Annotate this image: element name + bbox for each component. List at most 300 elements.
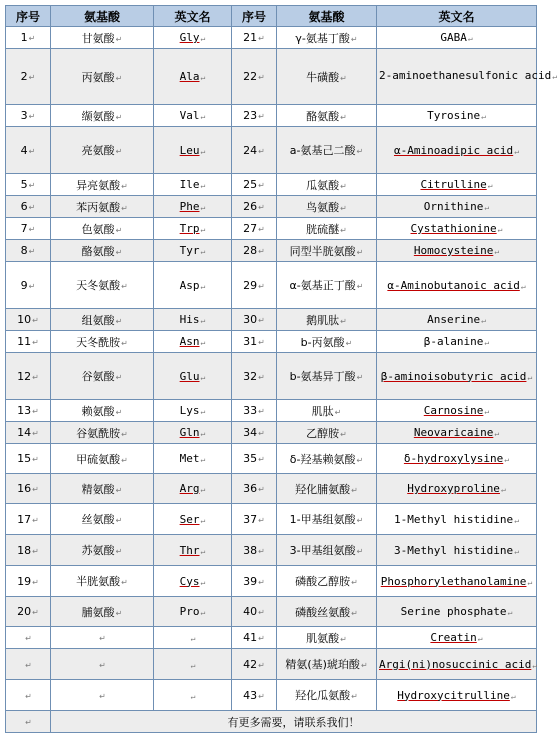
- return-mark-icon: ↵: [481, 316, 486, 325]
- return-mark-icon: ↵: [520, 281, 526, 291]
- cell-index-text: 18: [17, 543, 32, 557]
- return-mark-icon: ↵: [28, 73, 36, 82]
- cell-index-text: 31: [243, 335, 258, 348]
- table-row: [6, 422, 537, 444]
- cell-amino-acid: [51, 535, 154, 566]
- cell-amino-acid: [51, 566, 154, 597]
- return-mark-icon: ↵: [32, 608, 39, 617]
- table-row: [6, 627, 537, 649]
- return-mark-icon: ↵: [258, 577, 265, 587]
- return-mark-icon: ↵: [200, 112, 206, 121]
- cell-index: [6, 196, 51, 218]
- cell-amino-acid-text: α-氨基正丁酸: [289, 279, 356, 292]
- cell-amino-acid-text: b-氨基异丁酸: [289, 370, 356, 383]
- cell-index: [6, 566, 51, 597]
- table-row: [6, 240, 537, 262]
- return-mark-icon: ↵: [500, 485, 506, 494]
- return-mark-icon: ↵: [200, 338, 206, 347]
- cell-amino-acid: [51, 49, 154, 105]
- footer-text: 有更多需要，请联系我们！: [227, 715, 360, 729]
- return-mark-icon: ↵: [514, 146, 520, 156]
- return-mark-icon: ↵: [258, 112, 265, 121]
- cell-amino-acid: [51, 649, 154, 680]
- return-mark-icon: ↵: [121, 429, 128, 439]
- cell-amino-acid-text: γ-氨基丁酸: [295, 31, 350, 45]
- cell-english-name-text: Citrulline: [420, 178, 487, 191]
- cell-index: [232, 309, 277, 331]
- cell-amino-acid: [51, 309, 154, 331]
- cell-english-name-text: β-aminoisobutyric acid: [380, 369, 527, 383]
- return-mark-icon: ↵: [115, 247, 123, 257]
- cell-english-name-text: Val: [179, 109, 200, 122]
- return-mark-icon: ↵: [258, 485, 265, 494]
- cell-index-text: 15: [17, 452, 32, 465]
- cell-english-name: [154, 309, 232, 331]
- return-mark-icon: ↵: [200, 407, 206, 416]
- return-mark-icon: ↵: [115, 373, 123, 382]
- cell-amino-acid: [51, 422, 154, 444]
- return-mark-icon: ↵: [28, 281, 36, 291]
- cell-english-name-text: α-Aminobutanoic acid: [387, 278, 520, 292]
- table-row: [6, 400, 537, 422]
- cell-index: [232, 474, 277, 504]
- cell-amino-acid-text: 胱硫醚: [306, 222, 340, 236]
- cell-amino-acid-text: 肌肽: [311, 404, 334, 418]
- return-mark-icon: ↵: [484, 338, 490, 347]
- cell-english-name: [377, 535, 537, 566]
- cell-english-name-text: Phe: [179, 200, 200, 213]
- cell-english-name-text: Anserine: [427, 313, 481, 326]
- cell-index: [232, 627, 277, 649]
- cell-index-text: 3: [20, 109, 28, 122]
- cell-index: [6, 27, 51, 49]
- return-mark-icon: ↵: [115, 34, 123, 44]
- cell-english-name-text: Tyrosine: [427, 109, 481, 122]
- return-mark-icon: ↵: [258, 515, 265, 525]
- return-mark-icon: ↵: [32, 546, 39, 556]
- return-mark-icon: ↵: [115, 485, 123, 495]
- return-mark-icon: ↵: [28, 225, 36, 234]
- cell-amino-acid-text: 半胱氨酸: [76, 575, 121, 588]
- cell-amino-acid: [51, 474, 154, 504]
- return-mark-icon: ↵: [351, 608, 358, 618]
- return-mark-icon: ↵: [32, 515, 39, 525]
- return-mark-icon: ↵: [115, 112, 123, 122]
- return-mark-icon: ↵: [334, 407, 342, 417]
- return-mark-icon: ↵: [258, 608, 265, 617]
- return-mark-icon: ↵: [115, 516, 123, 525]
- return-mark-icon: ↵: [258, 455, 265, 464]
- return-mark-icon: ↵: [340, 203, 347, 213]
- cell-english-name: [377, 196, 537, 218]
- return-mark-icon: ↵: [258, 281, 265, 291]
- cell-amino-acid-text: 苯丙氨酸: [76, 200, 121, 214]
- cell-amino-acid: [277, 680, 377, 711]
- cell-english-name: [154, 504, 232, 535]
- cell-amino-acid: [277, 196, 377, 218]
- return-mark-icon: ↵: [356, 247, 364, 257]
- cell-index-text: 35: [243, 452, 258, 465]
- table-row: [6, 27, 537, 49]
- cell-amino-acid: [51, 218, 154, 240]
- table-row: [6, 49, 537, 105]
- return-mark-icon: ↵: [356, 455, 364, 465]
- cell-english-name-text: 2-aminoethanesulfonic acid: [379, 69, 552, 82]
- return-mark-icon: ↵: [200, 485, 206, 494]
- cell-index-text: 19: [17, 574, 32, 588]
- cell-amino-acid: [277, 566, 377, 597]
- cell-amino-acid-text: 苏氨酸: [81, 544, 115, 557]
- cell-index-text: 17: [17, 512, 32, 526]
- cell-english-name-text: Gln: [179, 426, 200, 439]
- return-mark-icon: ↵: [115, 547, 123, 556]
- return-mark-icon: ↵: [25, 634, 32, 643]
- cell-english-name: [154, 535, 232, 566]
- cell-index: [232, 597, 277, 627]
- cell-amino-acid: [51, 353, 154, 400]
- return-mark-icon: ↵: [258, 660, 265, 670]
- cell-index: [6, 444, 51, 474]
- return-mark-icon: ↵: [258, 316, 265, 325]
- table-row: [6, 218, 537, 240]
- table-row: [6, 474, 537, 504]
- cell-index-text: 33: [243, 404, 258, 417]
- cell-amino-acid: [277, 49, 377, 105]
- return-mark-icon: ↵: [258, 181, 265, 190]
- return-mark-icon: ↵: [28, 181, 36, 190]
- footer-contact-note: [51, 711, 537, 733]
- cell-amino-acid-text: 1-甲基组氨酸: [289, 513, 356, 526]
- return-mark-icon: ↵: [510, 691, 516, 701]
- header-amino-acid-left: 氨基酸: [51, 6, 154, 27]
- cell-english-name-text: Hydroxyproline: [407, 482, 500, 495]
- cell-amino-acid-text: 丙氨酸: [81, 70, 115, 84]
- return-mark-icon: ↵: [200, 455, 206, 464]
- table-row: [6, 680, 537, 711]
- cell-amino-acid: [277, 400, 377, 422]
- cell-english-name-text: α-Aminoadipic acid: [393, 143, 514, 157]
- cell-index: [6, 353, 51, 400]
- cell-amino-acid-text: 异亮氨酸: [76, 178, 121, 192]
- cell-english-name-text: Thr: [179, 543, 200, 557]
- table-row: [6, 444, 537, 474]
- cell-english-name-text: Cystathionine: [410, 222, 497, 235]
- cell-index: [6, 218, 51, 240]
- cell-index: [6, 49, 51, 105]
- cell-amino-acid: [51, 27, 154, 49]
- return-mark-icon: ↵: [115, 225, 123, 235]
- cell-amino-acid-text: 精氨(基)琥珀酸: [285, 658, 360, 671]
- cell-english-name: [154, 680, 232, 711]
- cell-amino-acid-text: 谷氨酰胺: [76, 426, 121, 440]
- return-mark-icon: ↵: [28, 203, 36, 212]
- return-mark-icon: ↵: [258, 372, 265, 382]
- cell-english-name-text: Ser: [179, 512, 200, 526]
- cell-amino-acid-text: a-氨基己二酸: [289, 144, 356, 157]
- cell-english-name-text: Asp: [179, 278, 200, 292]
- return-mark-icon: ↵: [356, 282, 364, 291]
- cell-amino-acid: [277, 535, 377, 566]
- cell-amino-acid-text: 鸟氨酸: [306, 200, 340, 214]
- cell-amino-acid: [277, 309, 377, 331]
- cell-english-name-text: Phosphorylethanolamine: [380, 574, 527, 588]
- cell-amino-acid-text: 亮氨酸: [81, 144, 115, 157]
- return-mark-icon: ↵: [552, 72, 557, 81]
- cell-english-name-text: Leu: [179, 143, 200, 157]
- cell-index-text: 43: [243, 688, 258, 702]
- cell-english-name: [377, 504, 537, 535]
- cell-amino-acid-text: 缬氨酸: [81, 109, 115, 123]
- cell-english-name: [154, 105, 232, 127]
- cell-amino-acid-text: 羟化脯氨酸: [295, 482, 351, 496]
- cell-index-text: 34: [243, 426, 258, 439]
- return-mark-icon: ↵: [340, 634, 347, 644]
- cell-amino-acid: [51, 240, 154, 262]
- cell-amino-acid: [277, 105, 377, 127]
- cell-index: [232, 49, 277, 105]
- cell-index: [6, 504, 51, 535]
- return-mark-icon: ↵: [340, 429, 347, 439]
- cell-amino-acid: [277, 331, 377, 353]
- return-mark-icon: ↵: [200, 281, 206, 291]
- cell-amino-acid: [51, 627, 154, 649]
- return-mark-icon: ↵: [190, 691, 196, 701]
- cell-index: [6, 309, 51, 331]
- cell-english-name: [154, 262, 232, 309]
- cell-index-text: 1: [20, 31, 28, 44]
- cell-amino-acid: [51, 597, 154, 627]
- return-mark-icon: ↵: [258, 225, 265, 234]
- cell-english-name: [154, 444, 232, 474]
- return-mark-icon: ↵: [32, 577, 39, 587]
- return-mark-icon: ↵: [356, 547, 364, 556]
- cell-index: [232, 174, 277, 196]
- return-mark-icon: ↵: [340, 181, 347, 191]
- cell-index: [232, 400, 277, 422]
- return-mark-icon: ↵: [350, 34, 358, 44]
- return-mark-icon: ↵: [340, 112, 347, 122]
- cell-index: [232, 196, 277, 218]
- cell-amino-acid: [277, 422, 377, 444]
- cell-english-name: [154, 218, 232, 240]
- cell-english-name: [377, 262, 537, 309]
- cell-amino-acid: [51, 400, 154, 422]
- cell-english-name-text: Ala: [179, 70, 200, 83]
- cell-english-name: [154, 474, 232, 504]
- cell-english-name: [377, 649, 537, 680]
- cell-english-name: [154, 353, 232, 400]
- cell-english-name: [154, 127, 232, 174]
- cell-amino-acid-text: 羟化瓜氨酸: [295, 689, 351, 702]
- cell-index: [6, 400, 51, 422]
- cell-amino-acid-text: 甘氨酸: [81, 31, 115, 45]
- return-mark-icon: ↵: [351, 578, 358, 587]
- cell-amino-acid: [277, 444, 377, 474]
- cell-index-text: 24: [243, 143, 258, 157]
- cell-index-text: 13: [17, 404, 32, 417]
- cell-english-name-text: Cys: [179, 574, 200, 588]
- cell-english-name-text: GABA: [440, 31, 467, 44]
- cell-index: [232, 331, 277, 353]
- cell-amino-acid: [51, 105, 154, 127]
- cell-amino-acid-text: 瓜氨酸: [306, 178, 340, 192]
- table-row: [6, 196, 537, 218]
- cell-amino-acid-text: 赖氨酸: [81, 404, 115, 418]
- cell-english-name-text: Lys: [179, 404, 200, 417]
- return-mark-icon: ↵: [200, 146, 206, 156]
- cell-index: [232, 27, 277, 49]
- cell-english-name: [377, 474, 537, 504]
- cell-amino-acid: [277, 474, 377, 504]
- header-english-left: 英文名: [154, 6, 232, 27]
- return-mark-icon: ↵: [121, 282, 128, 291]
- return-mark-icon: ↵: [507, 608, 513, 617]
- cell-amino-acid-text: 色氨酸: [81, 222, 115, 236]
- return-mark-icon: ↵: [494, 247, 500, 256]
- return-mark-icon: ↵: [200, 577, 206, 587]
- cell-english-name: [377, 331, 537, 353]
- return-mark-icon: ↵: [340, 73, 347, 83]
- cell-index: [6, 127, 51, 174]
- table-row: [6, 597, 537, 627]
- return-mark-icon: ↵: [258, 691, 265, 701]
- cell-index-text: 8: [20, 244, 28, 257]
- cell-amino-acid-text: 脯氨酸: [81, 605, 115, 619]
- cell-amino-acid: [51, 174, 154, 196]
- cell-amino-acid: [277, 262, 377, 309]
- return-mark-icon: ↵: [258, 146, 265, 156]
- cell-english-name-text: His: [179, 313, 200, 326]
- cell-english-name: [377, 400, 537, 422]
- cell-index-text: 2: [20, 70, 28, 83]
- cell-english-name: [377, 127, 537, 174]
- cell-amino-acid-text: 组氨酸: [81, 313, 115, 327]
- cell-english-name-text: Met: [179, 452, 200, 465]
- return-mark-icon: ↵: [99, 660, 106, 670]
- return-mark-icon: ↵: [115, 147, 123, 156]
- cell-index-text: 5: [20, 178, 28, 191]
- cell-english-name: [154, 27, 232, 49]
- table-row: [6, 174, 537, 196]
- cell-index: [232, 262, 277, 309]
- cell-amino-acid: [51, 262, 154, 309]
- cell-index-text: 42: [243, 657, 258, 671]
- cell-index: [6, 535, 51, 566]
- cell-english-name-text: Homocysteine: [413, 244, 494, 257]
- cell-index: [6, 105, 51, 127]
- return-mark-icon: ↵: [481, 112, 486, 121]
- return-mark-icon: ↵: [351, 485, 358, 495]
- return-mark-icon: ↵: [25, 691, 32, 701]
- cell-index-text: 41: [243, 631, 258, 644]
- return-mark-icon: ↵: [115, 407, 123, 417]
- return-mark-icon: ↵: [351, 692, 358, 701]
- header-index-right: 序号: [232, 6, 277, 27]
- return-mark-icon: ↵: [32, 407, 39, 416]
- cell-index-text: 32: [243, 369, 258, 383]
- return-mark-icon: ↵: [200, 316, 206, 325]
- cell-english-name-text: Pro: [179, 605, 200, 618]
- return-mark-icon: ↵: [258, 634, 265, 643]
- cell-english-name: [377, 105, 537, 127]
- cell-index: [6, 627, 51, 649]
- cell-amino-acid-text: 天冬氨酸: [76, 279, 121, 292]
- cell-english-name: [377, 27, 537, 49]
- cell-index-text: 11: [17, 335, 32, 348]
- header-amino-acid-right: 氨基酸: [277, 6, 377, 27]
- return-mark-icon: ↵: [200, 203, 206, 212]
- cell-english-name: [154, 566, 232, 597]
- cell-english-name-text: Trp: [179, 222, 200, 235]
- cell-english-name: [154, 400, 232, 422]
- cell-amino-acid: [51, 444, 154, 474]
- return-mark-icon: ↵: [258, 34, 265, 43]
- cell-index-text: 10: [17, 313, 32, 326]
- return-mark-icon: ↵: [121, 455, 128, 465]
- cell-english-name: [377, 353, 537, 400]
- cell-english-name: [377, 240, 537, 262]
- return-mark-icon: ↵: [356, 516, 364, 525]
- cell-index-text: 40: [243, 605, 258, 618]
- cell-index-text: 9: [20, 278, 28, 292]
- table-row: [6, 262, 537, 309]
- cell-index-text: 14: [17, 426, 32, 439]
- cell-english-name: [377, 680, 537, 711]
- cell-index-text: 12: [17, 369, 32, 383]
- amino-acid-table: [5, 5, 557, 733]
- cell-index-text: 30: [243, 313, 258, 326]
- return-mark-icon: ↵: [200, 34, 206, 43]
- cell-english-name: [154, 331, 232, 353]
- cell-amino-acid: [277, 240, 377, 262]
- cell-amino-acid-text: 丝氨酸: [81, 513, 115, 526]
- cell-index: [232, 566, 277, 597]
- return-mark-icon: ↵: [484, 407, 490, 416]
- cell-index: [232, 649, 277, 680]
- return-mark-icon: ↵: [532, 660, 538, 670]
- return-mark-icon: ↵: [32, 316, 39, 325]
- cell-index: [6, 174, 51, 196]
- cell-english-name-text: Creatin: [430, 631, 477, 644]
- table-row: [6, 566, 537, 597]
- cell-index: [6, 680, 51, 711]
- return-mark-icon: ↵: [200, 247, 206, 256]
- cell-english-name-text: 1-Methyl histidine: [393, 512, 514, 526]
- return-mark-icon: ↵: [190, 634, 196, 643]
- cell-index-text: 25: [243, 178, 258, 191]
- footer-blank-cell: [6, 711, 51, 733]
- cell-index: [232, 444, 277, 474]
- cell-english-name-text: Arg: [179, 482, 200, 495]
- table-row: [6, 127, 537, 174]
- cell-amino-acid-text: 磷酸丝氨酸: [295, 605, 351, 619]
- return-mark-icon: ↵: [494, 429, 500, 438]
- return-mark-icon: ↵: [345, 338, 353, 348]
- cell-index-text: 26: [243, 200, 258, 213]
- cell-index-text: 38: [243, 543, 258, 557]
- return-mark-icon: ↵: [32, 485, 39, 494]
- cell-index: [6, 474, 51, 504]
- cell-english-name: [377, 627, 537, 649]
- return-mark-icon: ↵: [258, 247, 265, 256]
- cell-english-name-text: Ile: [179, 178, 200, 191]
- cell-index: [6, 262, 51, 309]
- cell-amino-acid: [277, 218, 377, 240]
- cell-english-name-text: 3-Methyl histidine: [393, 543, 514, 557]
- return-mark-icon: ↵: [356, 373, 364, 382]
- return-mark-icon: ↵: [258, 407, 265, 416]
- return-mark-icon: ↵: [32, 455, 39, 464]
